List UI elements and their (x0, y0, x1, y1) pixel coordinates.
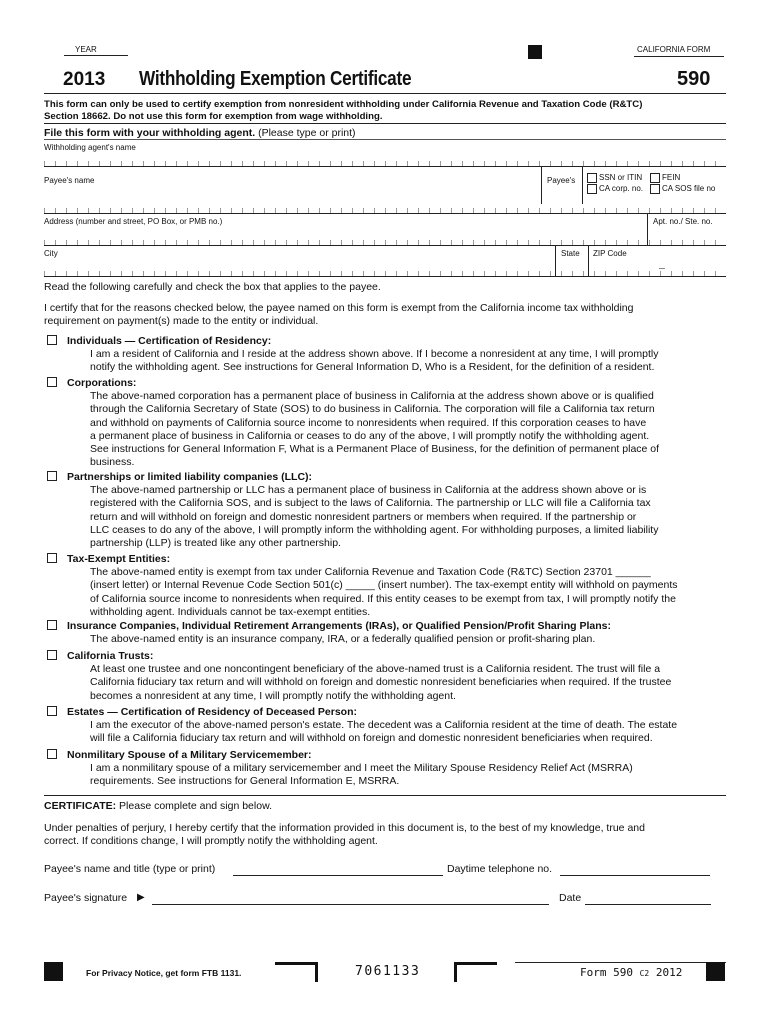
date-field[interactable] (585, 904, 711, 905)
page-title: Withholding Exemption Certificate (139, 68, 412, 90)
form-year: 2013 (63, 69, 106, 90)
partnerships-text: The above-named partnership or LLC has a permanent place of business in California at the address shown above or is registered with the California SOS, and is subject to the laws of California. The partnership or LLC will file a California tax return and will withhold on foreign and domestic nonresident partners or members when required. If the partnership or LLC ceases to do any of the above, I will promptly inform the withholding agent. For withholding purposes, a limited liability partnership (LLP) is treated like any other partnership. (90, 484, 659, 550)
certificate-rule (44, 795, 726, 796)
corner-mark-right (706, 962, 725, 981)
individuals-heading: Individuals — Certification of Residency: (67, 335, 272, 347)
certificate-heading: CERTIFICATE: Please complete and sign below. (44, 800, 272, 812)
bracket-mark-left (275, 962, 318, 982)
certify-text: I certify that for the reasons checked below, the payee named on this form is exempt from the California income tax withholding requirement on payment(s) made to the entity or individual. (44, 302, 634, 328)
privacy-notice: For Privacy Notice, get form FTB 1131. (86, 968, 242, 978)
trusts-text: At least one trustee and one noncontingent beneficiary of the above-named trust is a California resident. The trust will file a California fiduciary tax return and will withhold on foreign and domestic nonresident beneficiaries when required. If the trustee becomes a nonresident at any time, I will promptly notify the withholding agent. (90, 663, 672, 702)
military-spouse-text: I am a nonmilitary spouse of a military servicemember and I meet the Military Spouse Residency Relief Act (MSRRA) requirements. See instructions for General Information E, MSRRA. (90, 762, 633, 788)
estates-text: I am the executor of the above-named person's estate. The decedent was a California resident at the time of death. The estate will file a California fiduciary tax return and will withhold on foreign and domestic nonresident beneficiaries when required. (90, 719, 678, 745)
payee-id-divider (582, 166, 583, 204)
insurance-heading: Insurance Companies, Individual Retirement Arrangements (IRAs), or Qualified Pension/Profit Sharing Plans: (67, 620, 611, 632)
corner-mark-left (44, 962, 63, 981)
file-rule (44, 139, 726, 140)
year-underline (64, 55, 128, 56)
trusts-heading: California Trusts: (67, 650, 154, 662)
bracket-mark-right (454, 962, 497, 982)
estates-heading: Estates — Certification of Residency of Deceased Person: (67, 706, 358, 718)
date-label: Date (559, 892, 582, 904)
name-title-label: Payee's name and title (type or print) (44, 863, 216, 875)
payee-id-label: Payee's (547, 176, 576, 185)
ca-corp-label: CA corp. no. (599, 184, 644, 193)
payee-name-rule (44, 213, 726, 214)
file-instruction: File this form with your withholding agent. (Please type or print) (44, 127, 356, 139)
tax-exempt-heading: Tax-Exempt Entities: (67, 553, 171, 565)
corporations-checkbox[interactable] (47, 377, 57, 387)
apt-label: Apt. no./ Ste. no. (653, 217, 713, 226)
california-form-label: CALIFORNIA FORM (637, 45, 711, 54)
city-label: City (44, 249, 58, 258)
payee-name-label: Payee's name (44, 176, 95, 185)
estates-checkbox[interactable] (47, 706, 57, 716)
form-number: 590 (677, 68, 711, 90)
registration-mark (528, 45, 542, 59)
military-spouse-heading: Nonmilitary Spouse of a Military Servicemember: (67, 749, 312, 761)
california-form-underline (634, 56, 724, 57)
tax-exempt-checkbox[interactable] (47, 553, 57, 563)
ca-corp-checkbox[interactable] (587, 184, 597, 194)
ssn-checkbox[interactable] (587, 173, 597, 183)
ca-sos-checkbox[interactable] (650, 184, 660, 194)
tax-exempt-text: The above-named entity is exempt from tax under California Revenue and Taxation Code (R&TC) Section 23701 ______ (insert letter) or Internal Revenue Code Section 501(c) _____ (insert number). The tax-exempt entity will withhold on payments of California source income to nonresidents when required. If this entity ceases to be exempt from tax, I will promptly notify the withholding agent. Individuals cannot be tax-exempt entities. (90, 566, 678, 618)
address-rule (44, 245, 726, 246)
phone-field[interactable] (560, 875, 710, 876)
city-rule (44, 276, 726, 277)
year-label: YEAR (75, 45, 97, 54)
fein-label: FEIN (662, 173, 681, 182)
military-spouse-checkbox[interactable] (47, 749, 57, 759)
form-footer-label: Form 590 C2 2012 (580, 966, 683, 979)
trusts-checkbox[interactable] (47, 650, 57, 660)
perjury-statement: Under penalties of perjury, I hereby certify that the information provided in this document is, to the best of my knowledge, true and correct. If conditions change, I will promptly notify the withholding agent. (44, 822, 645, 848)
agent-name-label: Withholding agent's name (44, 143, 136, 152)
partnerships-heading: Partnerships or limited liability companies (LLC): (67, 471, 313, 483)
ca-sos-label: CA SOS file no (662, 184, 716, 193)
fein-checkbox[interactable] (650, 173, 660, 183)
arrow-right-icon: ▶ (137, 892, 145, 903)
agent-name-rule (44, 166, 726, 167)
zip-label: ZIP Code (593, 249, 627, 258)
barcode-number: 7061133 (355, 964, 421, 979)
footer-rule (515, 962, 726, 963)
payee-divider (541, 166, 542, 204)
corporations-text: The above-named corporation has a permanent place of business in California at the address shown above or is qualified through the California Secretary of State (SOS) to do business in California. The corporation will file a California tax return and withhold on payments of California source income to nonresidents when required. If this corporation ceases to have a permanent place of business in California or ceases to do any of the above, I will promptly notify the withholding agent. See instructions for General Information F, What is a Permanent Place of Business, for the definition of permanent place of business. (90, 390, 660, 469)
ssn-label: SSN or ITIN (599, 173, 643, 182)
state-label: State (561, 249, 580, 258)
intro-rule (44, 123, 726, 124)
intro-text: This form can only be used to certify exemption from nonresident withholding under California Revenue and Taxation Code (R&TC) Section 18662. Do not use this form for exemption from wage withholding. (44, 99, 643, 122)
insurance-checkbox[interactable] (47, 620, 57, 630)
name-title-field[interactable] (233, 875, 443, 876)
zip-dash (659, 268, 665, 269)
corporations-heading: Corporations: (67, 377, 137, 389)
phone-label: Daytime telephone no. (447, 863, 553, 875)
insurance-text: The above-named entity is an insurance company, IRA, or a federally qualified pension or profit-sharing plan. (90, 633, 596, 645)
signature-field[interactable] (152, 904, 549, 905)
signature-label: Payee's signature (44, 892, 128, 904)
read-instruction: Read the following carefully and check the box that applies to the payee. (44, 281, 381, 293)
individuals-text: I am a resident of California and I reside at the address shown above. If I become a nonresident at any time, I will promptly notify the withholding agent. See instructions for General Information D, Who is a Resident, for the definition of a resident. (90, 348, 659, 374)
individuals-checkbox[interactable] (47, 335, 57, 345)
partnerships-checkbox[interactable] (47, 471, 57, 481)
title-rule (44, 93, 726, 94)
address-label: Address (number and street, PO Box, or PMB no.) (44, 217, 223, 226)
